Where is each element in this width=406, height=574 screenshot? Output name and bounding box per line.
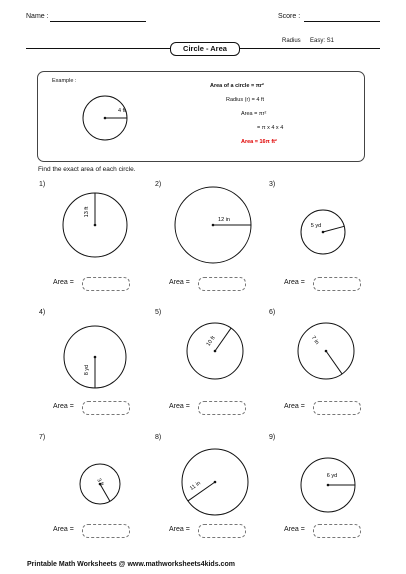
center-dot (322, 231, 325, 234)
center-dot (327, 484, 330, 487)
area-label: Area = (169, 279, 190, 286)
name-label: Name : (26, 13, 49, 20)
problem-number: 8) (155, 434, 162, 441)
radius-label: 10 ft (205, 335, 217, 348)
radius-line (100, 484, 110, 501)
example-label: Example : (52, 78, 77, 84)
problem-number: 2) (155, 181, 162, 188)
area-answer-box[interactable] (313, 524, 361, 538)
radius-label: 6 yd (326, 473, 338, 479)
center-dot (94, 356, 97, 359)
area-label: Area = (53, 279, 74, 286)
center-dot (214, 481, 217, 484)
area-label: Area = (169, 526, 190, 533)
problem-number: 9) (269, 434, 276, 441)
problem-number: 1) (39, 181, 46, 188)
example-step-1: Radius (r) = 4 ft (226, 97, 265, 103)
problem-number: 3) (269, 181, 276, 188)
radius-label: 8 yd (84, 364, 90, 376)
problem-number: 7) (39, 434, 46, 441)
area-label: Area = (169, 403, 190, 410)
example-result-text: Area = 16π ft² (241, 139, 277, 145)
radius-label: 5 yd (310, 223, 322, 229)
area-answer-box[interactable] (313, 401, 361, 415)
area-answer-box[interactable] (198, 524, 246, 538)
level-label: Easy: S1 (310, 38, 335, 44)
radius-line (215, 328, 231, 351)
formula-title: Area of a circle = πr² (210, 83, 264, 89)
center-dot (325, 350, 328, 353)
topic-label: Radius (282, 38, 301, 44)
instruction-text: Find the exact area of each circle. (38, 166, 136, 173)
footer-text: Printable Math Worksheets @ www.mathworksheets4kids.com (27, 561, 235, 568)
example-step-2: Area = πr² (241, 111, 267, 117)
area-answer-box[interactable] (198, 401, 246, 415)
area-label: Area = (284, 279, 305, 286)
example-step-3: = π x 4 x 4 (257, 125, 284, 131)
radius-label: 7 in (309, 335, 320, 346)
radius-label: 11 in (188, 480, 202, 492)
score-label: Score : (278, 13, 301, 20)
radius-label: 12 in (218, 217, 230, 223)
area-answer-box[interactable] (313, 277, 361, 291)
problem-number: 5) (155, 309, 162, 316)
page-title: Circle - Area (170, 42, 240, 56)
problem-number: 6) (269, 309, 276, 316)
radius-label: 3 ft (95, 477, 105, 488)
problem-number: 4) (39, 309, 46, 316)
area-label: Area = (53, 403, 74, 410)
example-circle-label: 4 ft (118, 108, 126, 114)
area-answer-box[interactable] (198, 277, 246, 291)
area-label: Area = (284, 526, 305, 533)
area-label: Area = (53, 526, 74, 533)
area-label: Area = (284, 403, 305, 410)
area-answer-box[interactable] (82, 277, 130, 291)
radius-line (326, 351, 342, 374)
radius-line (323, 226, 344, 232)
center-dot (214, 350, 217, 353)
center-dot (94, 224, 97, 227)
center-dot (212, 224, 215, 227)
area-answer-box[interactable] (82, 401, 130, 415)
area-answer-box[interactable] (82, 524, 130, 538)
radius-label: 13 ft (84, 206, 90, 218)
